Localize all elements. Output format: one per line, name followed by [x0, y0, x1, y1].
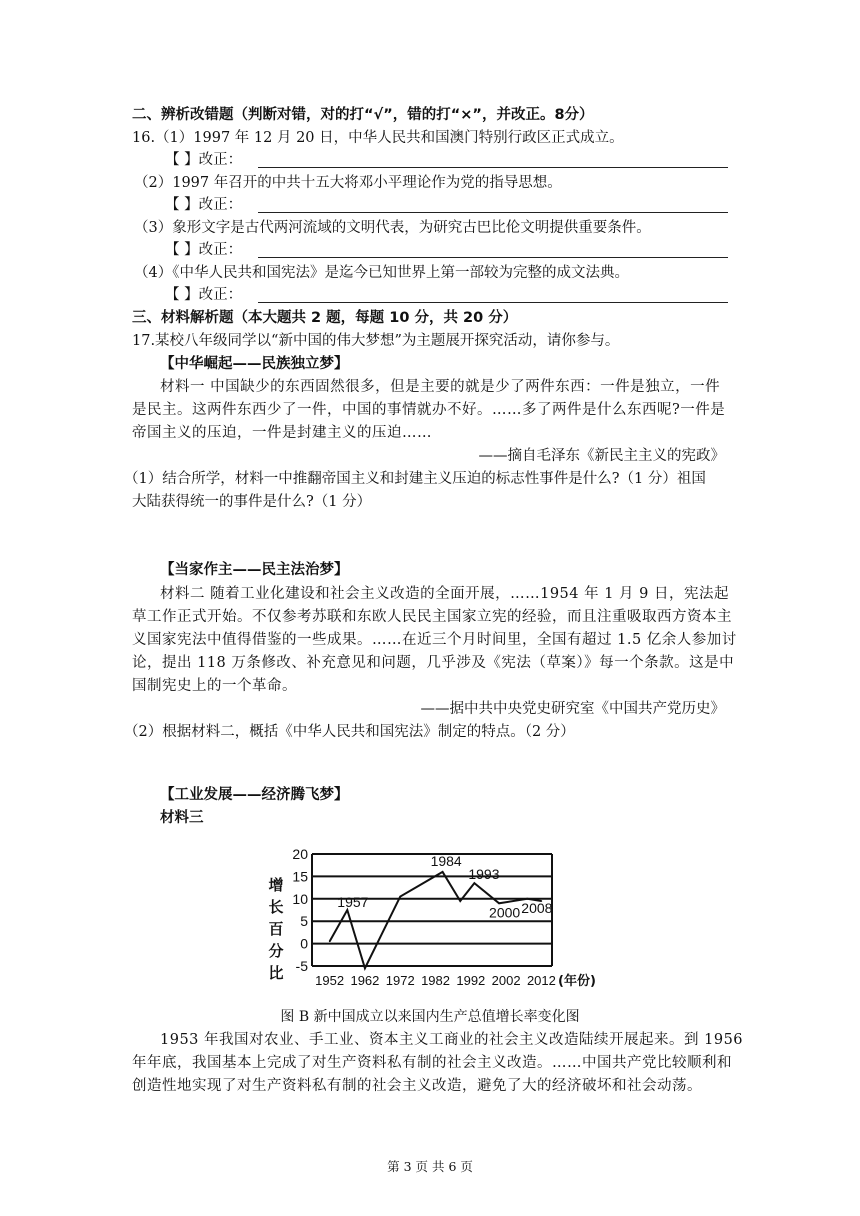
y-tick-label: 5: [300, 913, 308, 930]
material1-line: 材料一 中国缺少的东西固然很多，但是主要的就是少了两件东西：一件是独立，一件: [160, 379, 721, 395]
y-axis-label-char: 长: [268, 898, 284, 916]
data-point: [399, 896, 401, 898]
question-16-2: （2）1997 年召开的中共十五大将邓小平理论作为党的指导思想。: [134, 175, 562, 191]
part2-title: 【当家作主——民主法治梦】: [160, 562, 349, 578]
question-16-1: 16.（1）1997 年 12 月 20 日，中华人民共和国澳门特别行政区正式成立。: [132, 130, 624, 146]
data-point: [329, 941, 331, 943]
answer-bracket-2: 【 】改正：: [165, 197, 243, 213]
gdp-growth-chart-svg: [262, 842, 600, 1000]
y-tick-label: 15: [292, 868, 308, 885]
material1-line: 是民主。这两件东西少了一件，中国的事情就办不好。……多了两件是什么东西呢?一件是: [132, 402, 726, 418]
answer-line-3[interactable]: [258, 257, 728, 258]
x-tick-label: 1972: [385, 973, 415, 988]
x-axis-label: (年份): [558, 974, 596, 989]
answer-line-1[interactable]: [258, 167, 728, 168]
material2-line: 材料二 随着工业化建设和社会主义改造的全面开展，……1954 年 1 月 9 日，宪法起: [160, 586, 730, 602]
data-label: 2008: [521, 899, 553, 916]
y-axis-label-char: 比: [268, 964, 284, 982]
question-17-2: （2）根据材料二，概括《中华人民共和国宪法》制定的特点。（2 分）: [124, 724, 575, 740]
gdp-growth-chart: [262, 842, 600, 1000]
data-label: 1993: [468, 866, 500, 883]
question-16-3: （3）象形文字是古代两河流域的文明代表，为研究古巴比伦文明提供重要条件。: [134, 220, 651, 236]
material2-line: 国制宪史上的一个革命。: [132, 678, 297, 694]
answer-bracket-3: 【 】改正：: [165, 242, 243, 258]
part1-title: 【中华崛起——民族独立梦】: [160, 356, 349, 372]
x-tick-label: 2002: [491, 973, 521, 988]
x-tick-label: 1952: [315, 973, 345, 988]
question-17-1-cont: 大陆获得统一的事件是什么?（1 分）: [132, 494, 372, 510]
y-axis-label-char: 百: [268, 920, 284, 938]
material1-source: ——摘自毛泽东《新民主主义的宪政》: [478, 448, 725, 464]
data-label: 2000: [489, 904, 521, 921]
answer-bracket-1: 【 】改正：: [165, 152, 243, 168]
y-tick-label: 10: [292, 890, 308, 907]
answer-bracket-4: 【 】改正：: [165, 287, 243, 303]
answer-line-2[interactable]: [258, 212, 728, 213]
y-tick-label: 0: [300, 935, 308, 952]
x-tick-label: 1982: [421, 973, 450, 988]
data-point: [442, 871, 444, 873]
data-label: 1957: [337, 894, 369, 910]
data-point: [459, 900, 461, 902]
material2-line: 草工作正式开始。不仅参考苏联和东欧人民民主国家立宪的经验，而且注重吸取西方资本主: [132, 609, 732, 625]
answer-line-4[interactable]: [258, 302, 728, 303]
section3-heading: 三、材料解析题（本大题共 2 题，每题 10 分，共 20 分）: [132, 310, 518, 326]
data-label: 1984: [430, 852, 462, 869]
page-footer: 第 3 页 共 6 页: [387, 1159, 473, 1174]
material3-paragraph-line: 创造性地实现了对生产资料私有制的社会主义改造，避免了大的经济破坏和社会动荡。: [132, 1078, 702, 1094]
material2-source: ——据中共中央党史研究室《中国共产党历史》: [420, 701, 725, 717]
y-axis-label-char: 分: [268, 942, 284, 960]
y-tick-label: -5: [295, 958, 308, 974]
x-tick-label: 2012: [526, 973, 556, 988]
material3-paragraph-line: 1953 年我国对农业、手工业、资本主义工商业的社会主义改造陆续开展起来。到 1956: [160, 1032, 744, 1048]
figure-caption: 图 B 新中国成立以来国内生产总值增长率变化图: [280, 1009, 580, 1025]
data-point: [474, 882, 476, 884]
material3-label: 材料三: [160, 810, 204, 826]
question-17-1: （1）结合所学，材料一中推翻帝国主义和封建主义压迫的标志性事件是什么?（1 分）祖国: [124, 471, 706, 487]
section2-heading: 二、辨析改错题（判断对错，对的打“√”，错的打“×”，并改正。8分）: [132, 107, 594, 123]
question-16-4: （4）《中华人民共和国宪法》是迄今已知世界上第一部较为完整的成文法典。: [134, 265, 629, 281]
y-axis-label-char: 增: [268, 876, 284, 894]
part3-title: 【工业发展——经济腾飞梦】: [160, 787, 349, 803]
x-tick-label: 1962: [350, 973, 380, 988]
question-17-stem: 17.某校八年级同学以“新中国的伟大梦想”为主题展开探究活动，请你参与。: [132, 333, 620, 349]
material2-line: 论，提出 118 万条修改、补充意见和问题，几乎涉及《宪法（草案）》每一个条款。这是中: [132, 655, 735, 671]
material1-line: 帝国主义的压迫，一件是封建主义的压迫……: [132, 425, 432, 441]
y-tick-label: 20: [292, 846, 308, 862]
material3-paragraph-line: 年年底，我国基本上完成了对生产资料私有制的社会主义改造。……中国共产党比较顺利和: [132, 1055, 732, 1071]
material2-line: 义国家宪法中值得借鉴的一些成果。……在近三个月时间里，全国有超过 1.5 亿余人参加讨: [132, 632, 737, 648]
data-point: [364, 967, 366, 969]
x-tick-label: 1992: [456, 973, 486, 988]
